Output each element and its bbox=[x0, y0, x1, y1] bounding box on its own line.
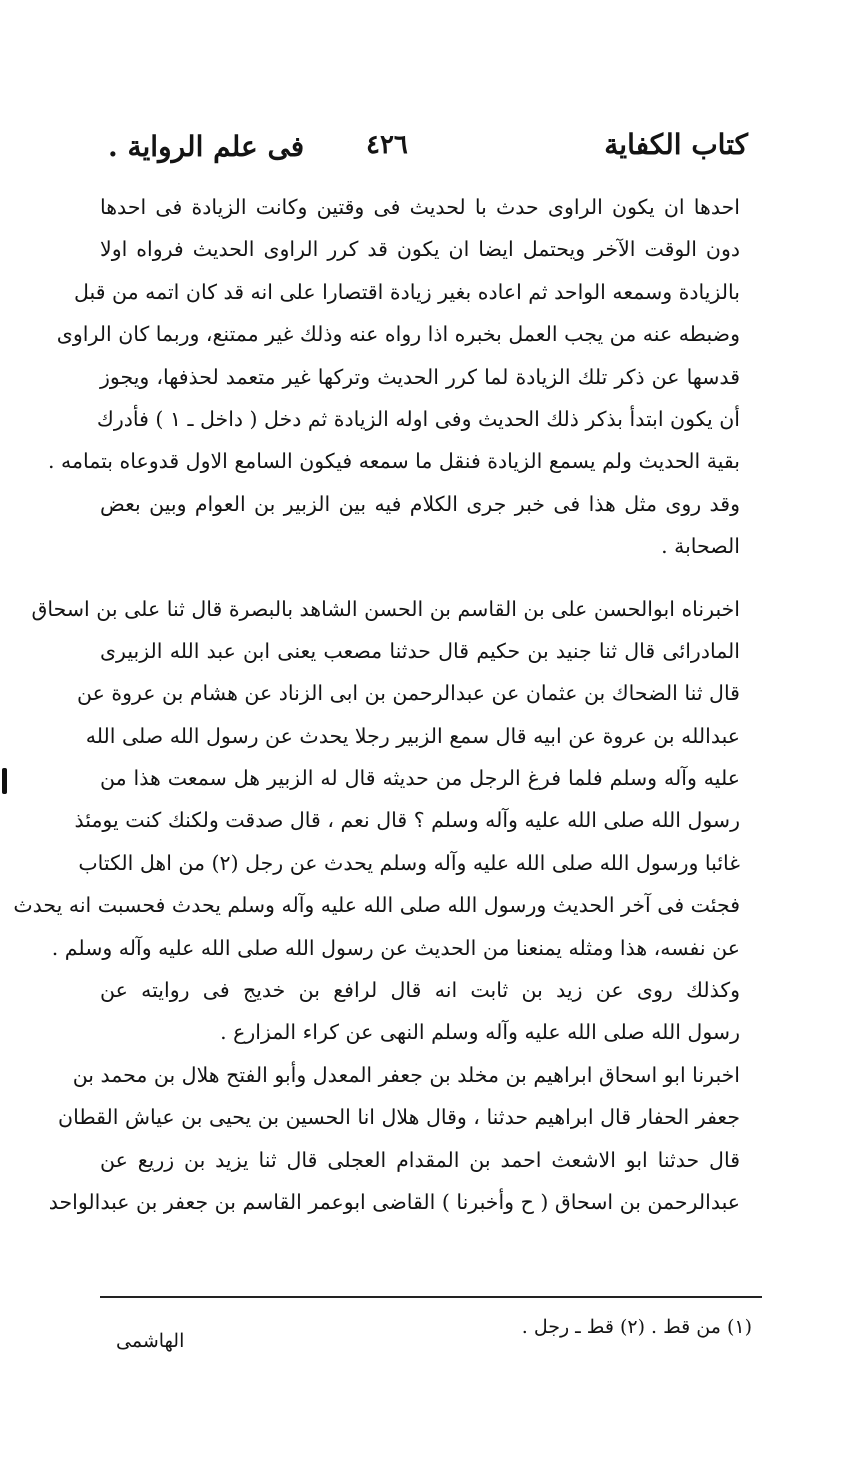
text-line: جعفر الحفار قال ابراهيم حدثنا ، وقال هلال انا الحسين بن يحيى بن عياش القطان bbox=[58, 1105, 740, 1130]
text-line: المادرائى قال ثنا جنيد بن حكيم قال حدثنا مصعب يعنى ابن عبد الله الزبيرى bbox=[100, 638, 740, 663]
text-line: غائبا ورسول الله صلى الله عليه وآله وسلم يحدث عن رجل (٢) من اهل الكتاب bbox=[78, 850, 740, 875]
text-line: فجئت فى آخر الحديث ورسول الله صلى الله عليه وآله وسلم يحدث فحسبت انه يحدث bbox=[13, 893, 740, 918]
page-header bbox=[108, 128, 748, 178]
text-line: وقد روى مثل هذا فى خبر جرى الكلام فيه بين الزبير بن العوام وبين بعض bbox=[100, 491, 740, 516]
text-line: بالزيادة وسمعه الواحد ثم اعاده بغير زيادة اقتصارا على انه قد كان اتمه من قبل bbox=[74, 279, 740, 304]
paragraph-gap bbox=[100, 568, 740, 588]
text-line: قال حدثنا ابو الاشعث احمد بن المقدام العجلى قال ثنا يزيد بن زريع عن bbox=[100, 1147, 740, 1172]
text-line: عبدالله بن عروة عن ابيه قال سمع الزبير رجلا يحدث عن رسول الله صلى الله bbox=[85, 723, 740, 748]
text-line: عليه وآله وسلم فلما فرغ الرجل من حديثه قال له الزبير هل سمعت هذا من bbox=[100, 766, 740, 791]
text-line: عن نفسه، هذا ومثله يمنعنا من الحديث عن رسول الله صلى الله عليه وآله وسلم . bbox=[51, 935, 740, 960]
margin-ink-mark bbox=[2, 768, 7, 794]
text-line: عبدالرحمن بن اسحاق ( ح وأخبرنا ) القاضى ابوعمر القاسم بن جعفر بن عبدالواحد bbox=[48, 1189, 740, 1214]
text-line: احدها ان يكون الراوى حدث با لحديث فى وقتين وكانت الزيادة فى احدها bbox=[100, 195, 740, 219]
text-line: اخبرنا ابو اسحاق ابراهيم بن مخلد بن جعفر المعدل وأبو الفتح هلال بن محمد بن bbox=[72, 1062, 740, 1087]
text-line: رسول الله صلى الله عليه وآله وسلم النهى عن كراء المزارع . bbox=[220, 1020, 740, 1045]
book-title: كتاب الكفاية bbox=[604, 128, 748, 161]
catchword: الهاشمى bbox=[116, 1330, 185, 1352]
text-line: الصحابة . bbox=[661, 534, 740, 559]
text-line: قال ثنا الضحاك بن عثمان عن عبدالرحمن بن ابى الزناد عن هشام بن عروة عن bbox=[76, 681, 740, 706]
text-line: دون الوقت الآخر ويحتمل ايضا ان يكون قد كرر الراوى الحديث فرواه اولا bbox=[100, 237, 740, 262]
subject-title: فى علم الرواية . bbox=[108, 130, 305, 163]
text-line: بقية الحديث ولم يسمع الزيادة فنقل ما سمعه فيكون السامع الاول قدوعاه بتمامه . bbox=[47, 449, 740, 474]
text-line: قدسها عن ذكر تلك الزيادة لما كرر الحديث وتركها غير متعمد لحذفها، ويجوز bbox=[100, 364, 740, 389]
text-line: اخبرناه ابوالحسن على بن القاسم بن الحسن الشاهد بالبصرة قال ثنا على بن اسحاق bbox=[31, 596, 740, 621]
text-line: رسول الله صلى الله عليه وآله وسلم ؟ قال نعم ، قال صدقت ولكنك كنت يومئذ bbox=[74, 808, 740, 833]
page-number: ٤٢٦ bbox=[366, 130, 408, 160]
text-line: وكذلك روى عن زيد بن ثابت انه قال لرافع بن خديج فى روايته عن bbox=[100, 978, 740, 1003]
text-line: وضبطه عنه من يجب العمل بخبره اذا رواه عنه وذلك غير ممتنع، وربما كان الراوى bbox=[56, 322, 740, 347]
footnote-rule bbox=[100, 1296, 762, 1298]
footnote: (١) من قط . (٢) قط ـ رجل . bbox=[521, 1316, 752, 1338]
main-text bbox=[13, 186, 740, 1223]
text-line: أن يكون ابتدأ بذكر ذلك الحديث وفى اوله الزيادة ثم دخل ( داخل ـ ١ ) فأدرك bbox=[96, 406, 740, 431]
